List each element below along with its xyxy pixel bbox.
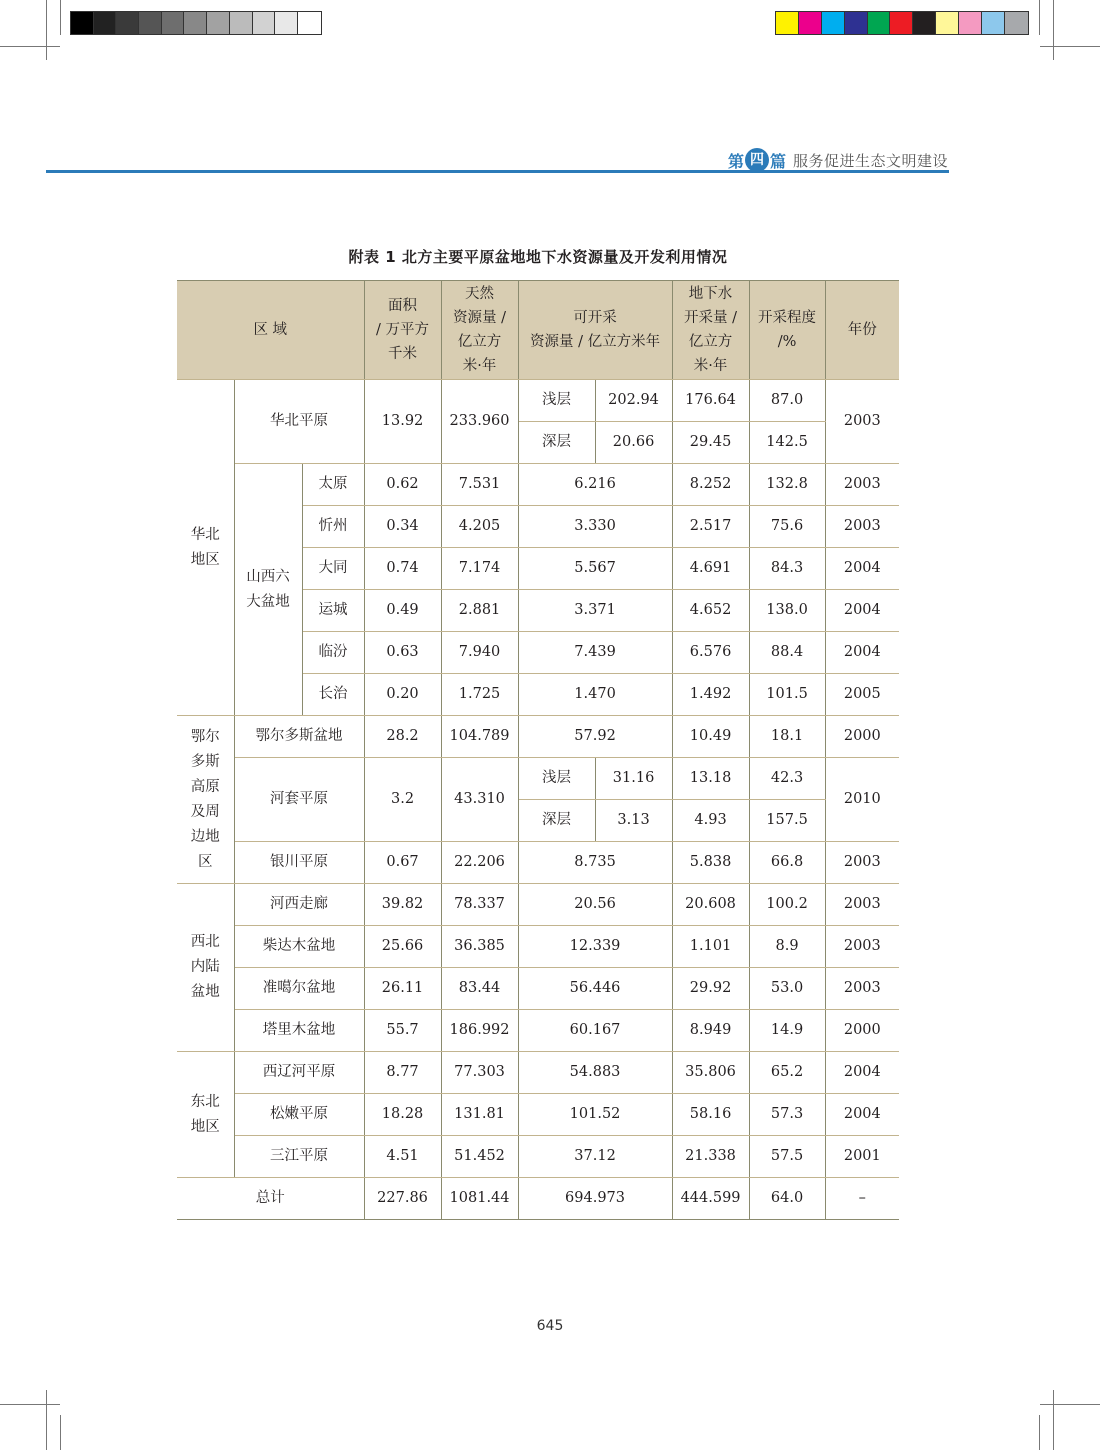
cell-exploitable: 694.973	[518, 1178, 672, 1220]
part-number-badge: 四	[745, 148, 769, 172]
cell-extraction: 6.576	[672, 632, 749, 674]
table-row	[177, 716, 899, 758]
cell-degree: 87.0	[749, 380, 825, 422]
group-label-northeast: 东北 地区	[177, 1052, 234, 1178]
cell-natural: 78.337	[441, 884, 518, 926]
cell-degree: 88.4	[749, 632, 825, 674]
cell-natural: 36.385	[441, 926, 518, 968]
cell-degree: 101.5	[749, 674, 825, 716]
cell-area: 0.49	[364, 590, 441, 632]
cell-extraction: 5.838	[672, 842, 749, 884]
table-row	[177, 1094, 899, 1136]
cell-year: 2001	[825, 1136, 899, 1178]
cell-degree: 138.0	[749, 590, 825, 632]
cell-natural: 7.531	[441, 464, 518, 506]
cell-extraction: 58.16	[672, 1094, 749, 1136]
cell-exploitable: 5.567	[518, 548, 672, 590]
cell-year: 2003	[825, 506, 899, 548]
color-swatch	[845, 12, 868, 34]
cell-exploitable: 31.16	[595, 758, 672, 800]
table-header-row	[177, 281, 899, 380]
cell-year: 2003	[825, 842, 899, 884]
cell-exploitable: 54.883	[518, 1052, 672, 1094]
color-swatch	[868, 12, 891, 34]
table-row	[177, 758, 899, 800]
cell-area: 39.82	[364, 884, 441, 926]
part-prefix: 第	[727, 151, 744, 171]
cell-natural: 22.206	[441, 842, 518, 884]
cell-area: 4.51	[364, 1136, 441, 1178]
cell-natural: 233.960	[441, 380, 518, 464]
table-caption: 附表 1 北方主要平原盆地地下水资源量及开发利用情况	[348, 248, 728, 266]
cell-degree: 8.9	[749, 926, 825, 968]
region-name: 华北平原	[234, 380, 364, 464]
gray-swatch	[184, 12, 207, 34]
region-name: 三江平原	[234, 1136, 364, 1178]
table-row	[177, 926, 899, 968]
region-name: 大同	[302, 548, 364, 590]
color-swatch	[799, 12, 822, 34]
cell-exploitable: 101.52	[518, 1094, 672, 1136]
gray-swatch	[207, 12, 230, 34]
cell-natural: 77.303	[441, 1052, 518, 1094]
region-name: 忻州	[302, 506, 364, 548]
region-name: 鄂尔多斯盆地	[234, 716, 364, 758]
cell-natural: 104.789	[441, 716, 518, 758]
cell-area: 18.28	[364, 1094, 441, 1136]
region-name: 临汾	[302, 632, 364, 674]
cell-degree: 57.3	[749, 1094, 825, 1136]
region-name: 河套平原	[234, 758, 364, 842]
gray-swatch	[162, 12, 185, 34]
region-name: 长治	[302, 674, 364, 716]
cell-natural: 83.44	[441, 968, 518, 1010]
cell-year: –	[825, 1178, 899, 1220]
cell-degree: 157.5	[749, 800, 825, 842]
table-row	[177, 1010, 899, 1052]
cell-natural: 186.992	[441, 1010, 518, 1052]
cell-natural: 7.940	[441, 632, 518, 674]
gray-swatch	[94, 12, 117, 34]
part-title: 服务促进生态文明建设	[792, 151, 948, 170]
cell-degree: 75.6	[749, 506, 825, 548]
cell-area: 0.74	[364, 548, 441, 590]
subgroup-label-shanxi: 山西六 大盆地	[234, 464, 302, 716]
cell-natural: 7.174	[441, 548, 518, 590]
cell-area: 55.7	[364, 1010, 441, 1052]
layer-label: 深层	[518, 800, 595, 842]
cell-degree: 66.8	[749, 842, 825, 884]
cell-year: 2000	[825, 1010, 899, 1052]
color-swatch	[776, 12, 799, 34]
header-natural-resources: 天然 资源量 / 亿立方 米·年	[441, 281, 518, 380]
cell-extraction: 444.599	[672, 1178, 749, 1220]
cell-extraction: 8.949	[672, 1010, 749, 1052]
cell-exploitable: 3.371	[518, 590, 672, 632]
cell-year: 2004	[825, 590, 899, 632]
cell-year: 2005	[825, 674, 899, 716]
gray-swatch	[230, 12, 253, 34]
page-number: 645	[536, 1318, 564, 1334]
table-row	[177, 842, 899, 884]
cell-area: 25.66	[364, 926, 441, 968]
cell-area: 0.62	[364, 464, 441, 506]
header-extraction: 地下水 开采量 / 亿立方 米·年	[672, 281, 749, 380]
cell-extraction: 2.517	[672, 506, 749, 548]
cell-exploitable: 57.92	[518, 716, 672, 758]
gray-swatch	[71, 12, 94, 34]
cell-year: 2010	[825, 758, 899, 842]
cell-degree: 142.5	[749, 422, 825, 464]
region-name: 太原	[302, 464, 364, 506]
cell-exploitable: 20.56	[518, 884, 672, 926]
region-name: 塔里木盆地	[234, 1010, 364, 1052]
cell-extraction: 1.101	[672, 926, 749, 968]
region-name: 运城	[302, 590, 364, 632]
cell-year: 2004	[825, 632, 899, 674]
cell-degree: 18.1	[749, 716, 825, 758]
region-name: 柴达木盆地	[234, 926, 364, 968]
color-swatch	[890, 12, 913, 34]
group-label-huabei: 华北 地区	[177, 380, 234, 716]
groundwater-table	[177, 280, 899, 1220]
total-row	[177, 1178, 899, 1220]
table-row	[177, 1136, 899, 1178]
cell-year: 2004	[825, 1052, 899, 1094]
cell-natural: 2.881	[441, 590, 518, 632]
color-swatch	[982, 12, 1005, 34]
cell-exploitable: 56.446	[518, 968, 672, 1010]
group-label-northwest: 西北 内陆 盆地	[177, 884, 234, 1052]
cell-exploitable: 37.12	[518, 1136, 672, 1178]
cell-area: 3.2	[364, 758, 441, 842]
cell-natural: 51.452	[441, 1136, 518, 1178]
header-extraction-degree: 开采程度 /%	[749, 281, 825, 380]
region-name: 银川平原	[234, 842, 364, 884]
cell-area: 28.2	[364, 716, 441, 758]
cell-extraction: 176.64	[672, 380, 749, 422]
table-row	[177, 968, 899, 1010]
group-label-ordos: 鄂尔 多斯 高原 及周 边地 区	[177, 716, 234, 884]
cell-exploitable: 202.94	[595, 380, 672, 422]
cell-natural: 43.310	[441, 758, 518, 842]
cell-extraction: 4.691	[672, 548, 749, 590]
cell-year: 2003	[825, 926, 899, 968]
layer-label: 深层	[518, 422, 595, 464]
cell-natural: 1.725	[441, 674, 518, 716]
gray-swatch	[298, 12, 321, 34]
cell-degree: 57.5	[749, 1136, 825, 1178]
total-label: 总计	[177, 1178, 364, 1220]
layer-label: 浅层	[518, 380, 595, 422]
color-swatch	[959, 12, 982, 34]
cell-degree: 84.3	[749, 548, 825, 590]
cell-natural: 1081.44	[441, 1178, 518, 1220]
cell-exploitable: 8.735	[518, 842, 672, 884]
header-year: 年份	[825, 281, 899, 380]
cell-year: 2004	[825, 1094, 899, 1136]
table-row	[177, 884, 899, 926]
cell-extraction: 35.806	[672, 1052, 749, 1094]
cell-natural: 131.81	[441, 1094, 518, 1136]
gray-swatch	[139, 12, 162, 34]
cell-area: 0.20	[364, 674, 441, 716]
cell-year: 2003	[825, 884, 899, 926]
cell-degree: 64.0	[749, 1178, 825, 1220]
header-rule	[46, 170, 949, 173]
cell-natural: 4.205	[441, 506, 518, 548]
cell-exploitable: 6.216	[518, 464, 672, 506]
cell-extraction: 21.338	[672, 1136, 749, 1178]
cell-extraction: 20.608	[672, 884, 749, 926]
cell-area: 0.63	[364, 632, 441, 674]
cell-exploitable: 3.330	[518, 506, 672, 548]
cell-year: 2004	[825, 548, 899, 590]
region-name: 西辽河平原	[234, 1052, 364, 1094]
cell-exploitable: 1.470	[518, 674, 672, 716]
region-name: 河西走廊	[234, 884, 364, 926]
cell-extraction: 10.49	[672, 716, 749, 758]
cell-degree: 14.9	[749, 1010, 825, 1052]
cell-extraction: 4.93	[672, 800, 749, 842]
cell-exploitable: 60.167	[518, 1010, 672, 1052]
cell-extraction: 8.252	[672, 464, 749, 506]
cell-exploitable: 12.339	[518, 926, 672, 968]
cell-area: 0.67	[364, 842, 441, 884]
cell-degree: 42.3	[749, 758, 825, 800]
color-swatch	[913, 12, 936, 34]
cell-exploitable: 3.13	[595, 800, 672, 842]
cell-exploitable: 7.439	[518, 632, 672, 674]
table-row	[177, 1052, 899, 1094]
cell-extraction: 1.492	[672, 674, 749, 716]
cell-extraction: 29.45	[672, 422, 749, 464]
cell-area: 227.86	[364, 1178, 441, 1220]
cell-year: 2003	[825, 464, 899, 506]
gray-swatch	[116, 12, 139, 34]
cell-area: 26.11	[364, 968, 441, 1010]
cell-extraction: 4.652	[672, 590, 749, 632]
table-row	[177, 464, 899, 506]
cell-extraction: 29.92	[672, 968, 749, 1010]
gray-swatch	[253, 12, 276, 34]
cell-year: 2003	[825, 380, 899, 464]
color-swatch	[1005, 12, 1028, 34]
cell-degree: 65.2	[749, 1052, 825, 1094]
part-suffix: 篇	[769, 151, 786, 171]
color-swatch	[936, 12, 959, 34]
header-exploitable-resources: 可开采 资源量 / 亿立方米年	[518, 281, 672, 380]
header-region: 区 域	[177, 281, 364, 380]
color-registration-bar	[775, 11, 1029, 35]
layer-label: 浅层	[518, 758, 595, 800]
cell-area: 13.92	[364, 380, 441, 464]
cell-degree: 53.0	[749, 968, 825, 1010]
cell-exploitable: 20.66	[595, 422, 672, 464]
gray-swatch	[275, 12, 298, 34]
grayscale-registration-bar	[70, 11, 322, 35]
cell-degree: 100.2	[749, 884, 825, 926]
cell-area: 0.34	[364, 506, 441, 548]
region-name: 准噶尔盆地	[234, 968, 364, 1010]
cell-area: 8.77	[364, 1052, 441, 1094]
table-row	[177, 380, 899, 422]
cell-year: 2003	[825, 968, 899, 1010]
color-swatch	[822, 12, 845, 34]
cell-extraction: 13.18	[672, 758, 749, 800]
cell-degree: 132.8	[749, 464, 825, 506]
cell-year: 2000	[825, 716, 899, 758]
header-area: 面积 / 万平方 千米	[364, 281, 441, 380]
region-name: 松嫩平原	[234, 1094, 364, 1136]
